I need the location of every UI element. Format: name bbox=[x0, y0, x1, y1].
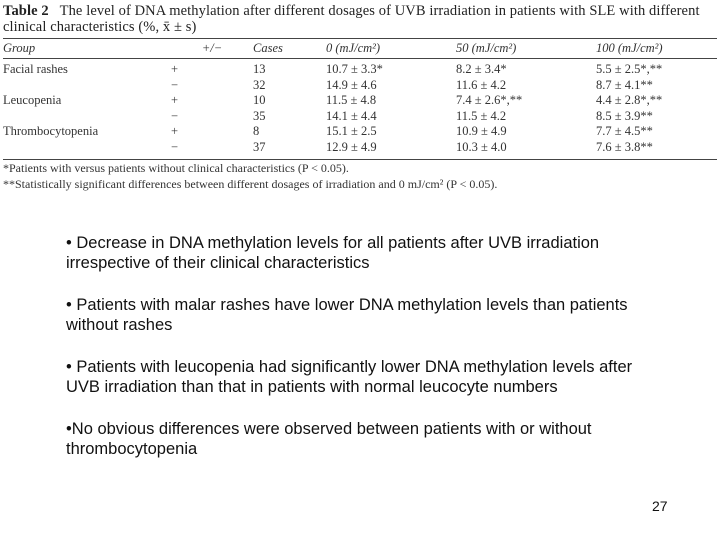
group-cell: Facial rashes bbox=[3, 62, 68, 76]
cases-cell: 37 bbox=[253, 139, 266, 154]
dose-0-cell: 12.9 ± 4.9 bbox=[326, 139, 377, 154]
bullet-point: • Patients with malar rashes have lower DNA methylation levels than patients without rashes bbox=[66, 296, 628, 334]
footnote-1: *Patients with versus patients without clinical characteristics (P < 0.05). bbox=[3, 161, 349, 175]
header-cases: Cases bbox=[253, 41, 283, 55]
table-row bbox=[3, 124, 717, 140]
table-body bbox=[3, 59, 717, 157]
group-cell bbox=[3, 78, 171, 94]
cases-cell: 35 bbox=[253, 108, 266, 123]
dose-50-cell: 11.5 ± 4.2 bbox=[456, 108, 507, 123]
methylation-table bbox=[3, 39, 717, 157]
sign-cell: + bbox=[171, 62, 179, 76]
dose-0-cell: 14.9 ± 4.6 bbox=[326, 77, 377, 92]
cases-cell: 8 bbox=[253, 124, 260, 138]
bottom-rule bbox=[3, 159, 717, 160]
dose-100-cell: 8.7 ± 4.1** bbox=[596, 77, 653, 92]
dose-50-cell: 10.9 ± 4.9 bbox=[456, 124, 507, 138]
group-cell: Thrombocytopenia bbox=[3, 124, 99, 138]
dose-0-cell: 11.5 ± 4.8 bbox=[326, 93, 377, 107]
dose-50-cell: 8.2 ± 3.4* bbox=[456, 62, 507, 76]
page-number: 27 bbox=[652, 498, 668, 514]
table-row bbox=[3, 93, 717, 109]
table-caption bbox=[3, 3, 717, 35]
table-figure bbox=[3, 3, 717, 192]
sign-cell: + bbox=[171, 124, 179, 138]
dose-0-cell: 15.1 ± 2.5 bbox=[326, 124, 377, 138]
sign-cell: − bbox=[171, 139, 179, 154]
bullet-point: • Patients with leucopenia had significantly lower DNA methylation levels after UVB irradiation than that in patients with normal leucocyte numbers bbox=[66, 358, 633, 396]
dose-100-cell: 8.5 ± 3.9** bbox=[596, 108, 653, 123]
dose-100-cell: 7.6 ± 3.8** bbox=[596, 139, 653, 154]
group-cell bbox=[3, 109, 171, 125]
dose-50-cell: 10.3 ± 4.0 bbox=[456, 139, 507, 154]
bullet-point: • Decrease in DNA methylation levels for all patients after UVB irradiation irrespective of their clinical characteristics bbox=[66, 234, 600, 272]
header-row bbox=[3, 39, 717, 59]
table-row bbox=[3, 140, 717, 158]
dose-100-cell: 7.7 ± 4.5** bbox=[596, 124, 653, 138]
table-row bbox=[3, 109, 717, 125]
header-dose-100: 100 (mJ/cm²) bbox=[596, 41, 663, 55]
dose-50-cell: 11.6 ± 4.2 bbox=[456, 77, 507, 92]
bullet-list bbox=[66, 233, 666, 481]
cases-cell: 32 bbox=[253, 77, 266, 92]
sign-cell: − bbox=[171, 108, 179, 123]
footnote-2: **Statistically significant differences between different dosages of irradiation and 0 mJ/cm² (P < 0.05). bbox=[3, 177, 498, 191]
dose-0-cell: 10.7 ± 3.3* bbox=[326, 62, 383, 76]
table-caption-text: The level of DNA methylation after different dosages of UVB irradiation in patients with SLE with different clinical characteristics (%, x̄ ± s) bbox=[3, 3, 700, 35]
dose-100-cell: 5.5 ± 2.5*,** bbox=[596, 62, 663, 76]
header-dose-0: 0 (mJ/cm²) bbox=[326, 41, 381, 55]
group-cell: Leucopenia bbox=[3, 93, 62, 107]
bullet-point: •No obvious differences were observed between patients with or without thrombocytopenia bbox=[66, 420, 592, 458]
header-dose-50: 50 (mJ/cm²) bbox=[456, 41, 517, 55]
sign-cell: − bbox=[171, 77, 179, 92]
header-sign: +/− bbox=[201, 41, 223, 55]
cases-cell: 13 bbox=[253, 62, 266, 76]
table-row bbox=[3, 59, 717, 78]
cases-cell: 10 bbox=[253, 93, 266, 107]
dose-0-cell: 14.1 ± 4.4 bbox=[326, 108, 377, 123]
sign-cell: + bbox=[171, 93, 179, 107]
header-group: Group bbox=[3, 41, 36, 55]
table-label: Table 2 bbox=[3, 3, 49, 19]
table-row bbox=[3, 78, 717, 94]
dose-100-cell: 4.4 ± 2.8*,** bbox=[596, 93, 663, 107]
group-cell bbox=[3, 140, 171, 158]
dose-50-cell: 7.4 ± 2.6*,** bbox=[456, 93, 523, 107]
